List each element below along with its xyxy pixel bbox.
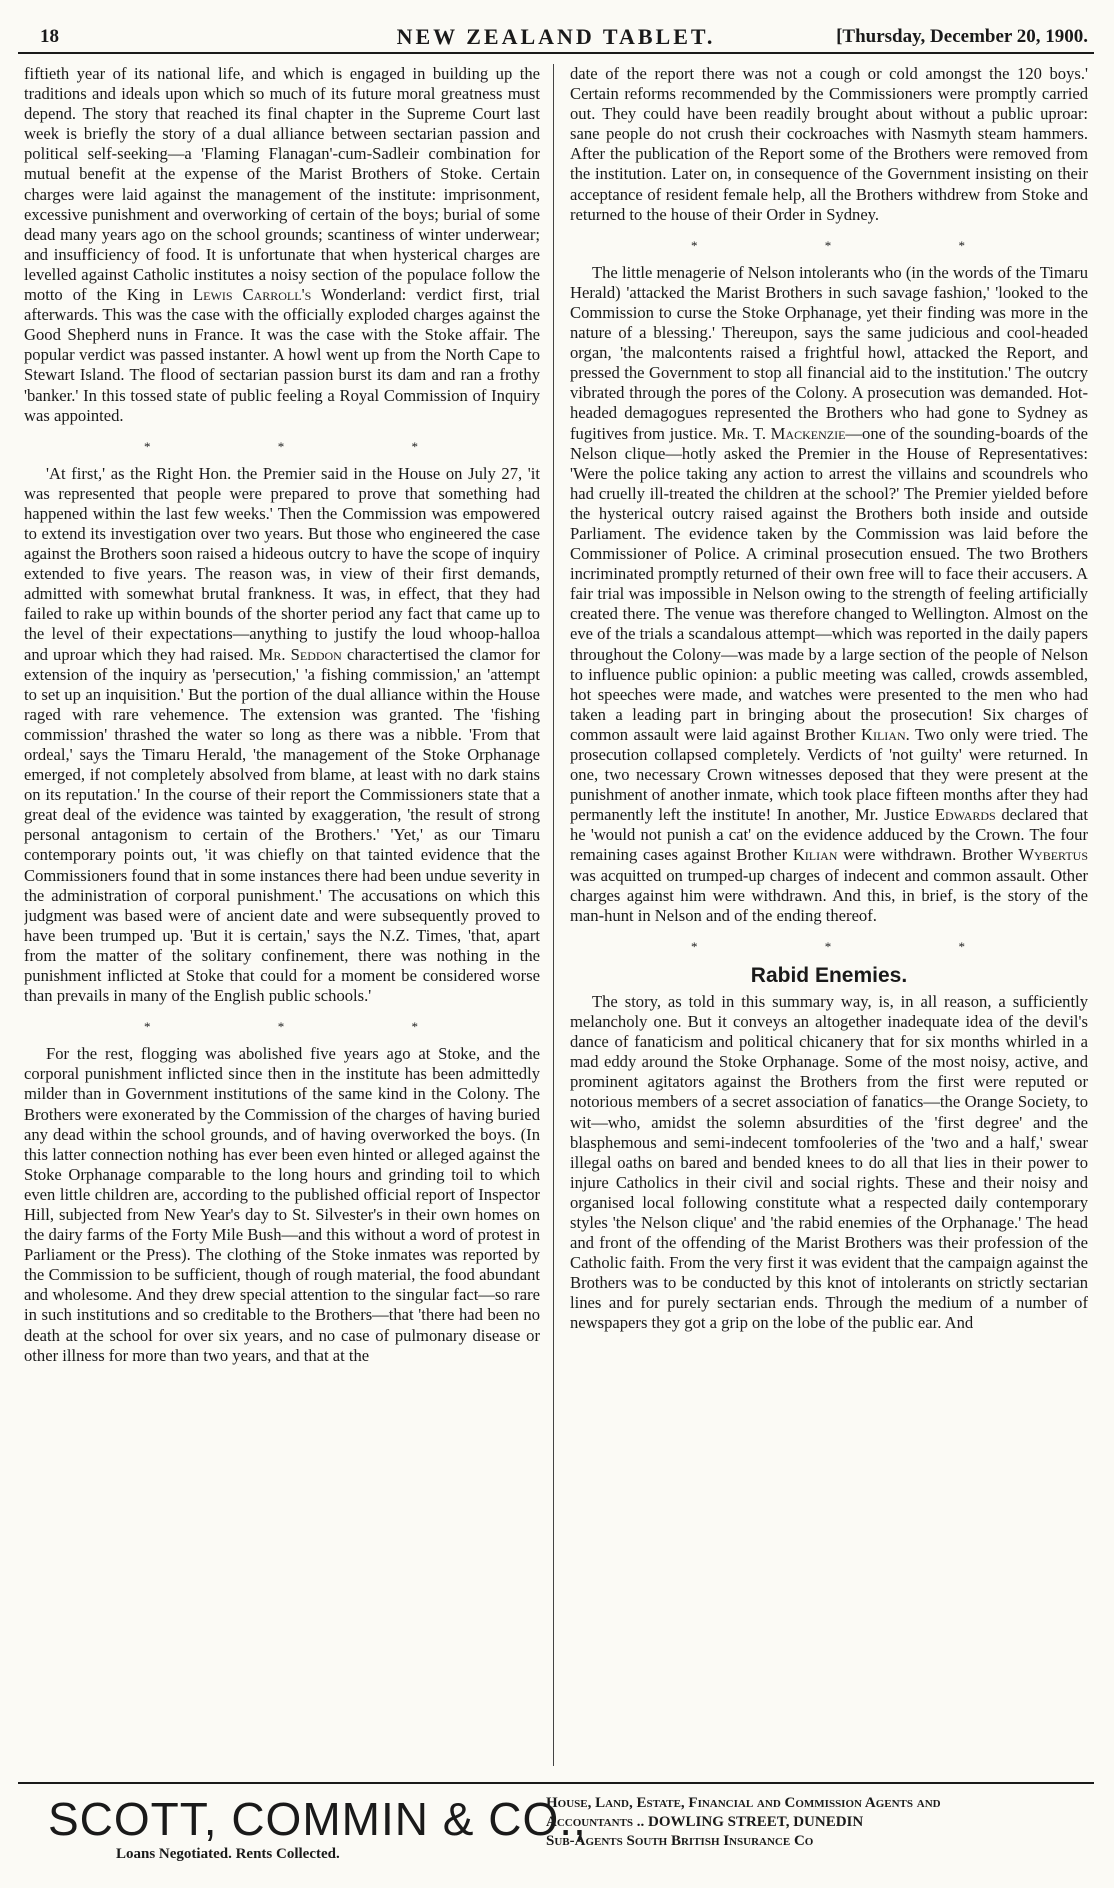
paragraph — [24, 464, 540, 1007]
paragraph-text: —one of the sounding-boards of the Nelson clique—hotly asked the Premier in the House of Representatives: 'Were the police taking any action to arrest the villains and scoundrels who had cruelly ill-treated the children at the school?' The Premier yielded before the hysterical outcry raised against the Brothers both inside and outside Parliament. The evidence taken by the Commission was laid before the Commissioner of Police. A criminal prosecution ensued. The two Brothers incriminated promptly returned of their own free will to face their accusers. A fair trial was impossible in Nelson owing to the strength of feeling artificially created there. The venue was therefore changed to Wellington. Almost on the eve of the trials a scandalous attempt—which was reported in the daily papers throughout the Colony—was made by a large section of the people of Nelson to influence public opinion: a public meeting was called, crowds assembled, hot speeches were made, and watches were presented to the men who had taken a leading part in bringing about the prosecution! Six charges of common assault were laid against Brother — [570, 423, 1088, 744]
paragraph-text: Wonderland: verdict first, trial afterwards. This was the case with the officially exploded charges against the Good Shepherd nuns in France. It was the case with the Stoke affair. The popular verdict was passed instanter. A howl went up from the North Cape to Stewart Island. The flood of sectarian passion burst its dam and ran a frothy 'banker.' In this tossed state of public feeling a Royal Commission of Inquiry was appointed. — [24, 285, 540, 425]
advertiser-line: Accountants .. DOWLING STREET, DUNEDIN — [546, 1814, 864, 1830]
small-caps-name: Kilian — [861, 724, 906, 744]
small-caps-name: Mr. T. Mackenzie — [721, 423, 846, 443]
masthead-title: NEW ZEALAND TABLET. — [396, 24, 716, 49]
page-number: 18 — [40, 26, 59, 47]
paragraph-text: 'At first,' as the Right Hon. the Premier said in the House on July 27, 'it was represented that people were prepared to prove that something had happened within the last few weeks.' Then the Commission was empowered to extend its investigation over two years. But those who engineered the case against the Brothers soon raised a hideous outcry to have the scope of inquiry extended to five years. The reason was, in view of their first demands, admitted with somewhat brutal frankness. It was, in effect, that they had failed to rake up within bounds of the shorter period any fact that came up to the level of their expectations—anything to justify the loud whoop-halloa and uproar which they had raised. — [24, 463, 540, 664]
paragraph: The story, as told in this summary way, is, in all reason, a sufficiently melancholy one. But it conveys an altogether inadequate idea of the devil's dance of fanaticism and political chicanery that for six months whirled in a mad eddy around the Stoke Orphanage. Some of the most noisy, active, and prominent agitators against the Brothers from the first were reputed or notorious members of a secret association of fanatics—the Orange Society, to wit—who, amidst the solemn absurdities of the 'first degree' and the blasphemous and semi-indecent tomfooleries of the 'two and a half,' swear illegal oaths on bared and bended knees to do all that lies in their power to injure Catholics in their civil and social rights. These and their noisy and organised local following constitute what a respected daily contemporary styles 'the Nelson clique' and 'the rabid enemies of the Orphanage.' The head and front of the offending of the Marist Brothers was their profession of the Catholic faith. From the very first it was evident that the campaign against the Brothers was to be conducted by this knot of intolerants on strictly sectarian lines and for purely sectarian ends. Through the medium of a number of newspapers they got a grip on the lobe of the public ear. And — [570, 991, 1088, 1333]
paragraph-text: were withdrawn. Brother — [843, 845, 1013, 865]
advertiser-line: House, Land, Estate, Financial and Commission Agents and — [546, 1795, 941, 1811]
paragraph-text: fiftieth year of its national life, and which is engaged in building up the traditions and ideals upon which so much of its future moral greatness must depend. The story that reached its final chapter in the Supreme Court last week is briefly the story of a dual alliance between sectarian passion and political self-seeking—a 'Flaming Flanagan'-cum-Sadleir combination for mutual benefit at the expense of the Marist Brothers of Stoke. Certain charges were laid against the management of the institute: imprisonment, excessive punishment and overworking of certain of the boys; burial of some dead many years ago on the school grounds; scantiness of winter underwear; and insufficiency of food. It is unfortunate that when hysterical charges are levelled against Catholic institutes a noisy section of the populace follow the motto of the King in — [24, 64, 540, 305]
section-divider: * * * — [144, 438, 480, 454]
small-caps-name: Lewis Carroll's — [193, 285, 312, 305]
advertiser-line: Sub-Agents South British Insurance Co — [546, 1833, 814, 1849]
advertisement-footer — [18, 1782, 1094, 1880]
small-caps-name: Kilian — [792, 845, 838, 865]
paragraph — [24, 64, 540, 426]
paragraph: date of the report there was not a cough or cold amongst the 120 boys.' Certain reforms recommended by the Commissioners were promptly carried out. They could have been readily brought about without a public uproar: sane people do not crush their cockroaches with Nasmyth steam hammers. After the publication of the Report some of the Brothers were removed from the institution. Later on, in consequence of the Government insisting on their acceptance of resident female help, all the Brothers withdrew from Stoke and returned to the house of their Order in Sydney. — [570, 64, 1088, 224]
paragraph-text: charactertised the clamor for extension of the inquiry as 'persecution,' 'a fishing commission,' an 'attempt to set up an inquisition.' But the portion of the dual alliance within the House raged with rare vehemence. The extension was granted. The 'fishing commission' thrashed the water so long as there was a nibble. 'From that ordeal,' says the Timaru Herald, 'the management of the Stoke Orphanage emerged, if not completely absolved from blame, at least with no dark stains on its reputation.' In the course of their report the Commissioners state that a great deal of the evidence was tainted by exaggeration, 'the result of strong personal antagonism to certain of the Brothers.' 'Yet,' as our Timaru contemporary points out, 'it was chiefly on that tainted evidence that the Commissioners found that in some instances there had been undue severity in the administration of corporal punishment.' The accusations on which this judgment was based were of ancient date and were subsequently proved to have been trumped up. 'But it is certain,' says the N.Z. Times, 'that, apart from the matter of the solitary confinement, there was nothing in the punishment inflicted at Stoke that could for a moment be considered worse than prevails in many of the English public schools.' — [24, 644, 540, 1006]
advertiser-name: SCOTT, COMMIN & CO., — [48, 1793, 587, 1845]
section-divider: * * * — [691, 237, 1027, 253]
paragraph-text: The little menagerie of Nelson intolerants who (in the words of the Timaru Herald) 'attacked the Marist Brothers in such savage fashion,' 'looked to the Commission to curse the Stoke Orphanage, yet their finding was more in the nature of a blessing.' Thereupon, says the same judicious and cool-headed organ, 'the malcontents raised a frightful howl, attacked the Report, and pressed the Government to stop all financial aid to the institution.' The outcry vibrated through the pores of the Colony. A prosecution was demanded. Hot-headed demagogues represented the Brothers who had gone to Sydney as fugitives from justice. — [570, 262, 1088, 443]
paragraph-text: declared that he 'would not punish a cat' on the evidence adduced by the Crown. The four remaining cases against Brother — [570, 805, 1088, 865]
page-header — [18, 12, 1094, 54]
issue-date: [Thursday, December 20, 1900. — [836, 26, 1088, 47]
section-divider: * * * — [691, 938, 1027, 954]
advertiser-services: Loans Negotiated. Rents Collected. — [116, 1846, 340, 1862]
small-caps-name: Mr. Seddon — [258, 644, 342, 664]
left-column — [24, 64, 540, 1766]
paragraph-text: was acquitted on trumped-up charges of indecent and common assault. Other charges against him were withdrawn. And this, in brief, is the story of the man-hunt in Nelson and of the ending thereof. — [570, 865, 1088, 925]
paragraph — [570, 263, 1088, 926]
newspaper-page — [18, 12, 1094, 1878]
advertiser-details — [546, 1794, 1094, 1851]
right-column — [570, 64, 1088, 1766]
small-caps-name: Wybertus — [1018, 845, 1088, 865]
paragraph: For the rest, flogging was abolished five years ago at Stoke, and the corporal punishment inflicted since then in the institute has been admittedly milder than in Government institutions of the same kind in the Colony. The Brothers were exonerated by the Commission of the charges of having buried any dead within the school grounds, and of having overworked the boys. (In this latter connection nothing has ever been even hinted or alleged against the Stoke Orphanage comparable to the long hours and grinding toil to which even little children are, according to the published official report of Inspector Hill, subjected from New Year's day to St. Silvester's in their own homes on the dairy farms of the Forty Mile Bush—and this without a word of protest in Parliament or the Press). The clothing of the Stoke inmates was reported by the Commission to be sufficient, though of rough material, the food abundant and wholesome. And they drew special attention to the singular fact—so rare in such institutions and so creditable to the Brothers—that 'there had been no death at the school for over six years, and no case of pulmonary disease or other illness for more than two years, and that at the — [24, 1044, 540, 1365]
section-heading: Rabid Enemies. — [750, 963, 908, 987]
small-caps-name: Edwards — [934, 805, 996, 825]
column-rule — [553, 64, 554, 1766]
paragraph-text: . Two only were tried. The prosecution collapsed completely. Verdicts of 'not guilty' were returned. In one, two necessary Crown witnesses deposed that they were present at the punishment of another inmate, which took place fifteen months after they had permanently left the institute! In another, Mr. Justice — [570, 724, 1088, 825]
section-divider: * * * — [144, 1019, 480, 1035]
